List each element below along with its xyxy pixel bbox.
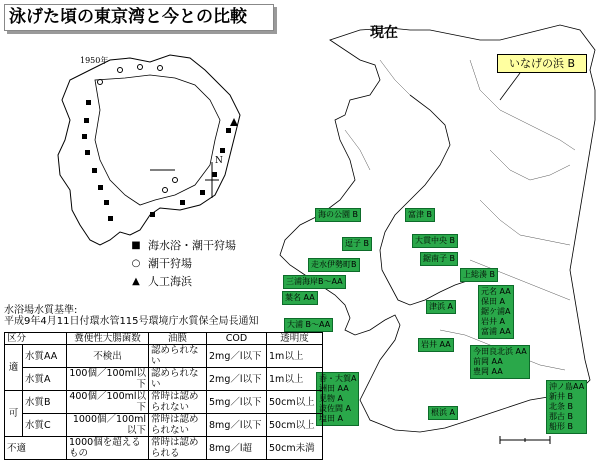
legend-item (128, 272, 236, 290)
header-oil: 油膜 (149, 333, 207, 345)
legend-label: 海水浴・潮干狩場 (148, 239, 236, 252)
table-row (5, 391, 323, 414)
transparency-cell: 1m以上 (267, 368, 323, 391)
beach-label: 上総湊 B (460, 268, 498, 282)
legend-item (128, 236, 236, 254)
beach-label: 岩井 AA (418, 338, 454, 352)
legend-label: 潮干狩場 (148, 257, 192, 270)
filled-triangle-icon: ▲ (132, 275, 140, 287)
transparency-cell: 1m以上 (267, 345, 323, 368)
beach-label: 沖ノ島AA 新井 B 北条 B 那古 B 船形 B (546, 380, 587, 434)
beach-label: 葉名 AA (282, 291, 318, 305)
north-label: N (215, 156, 223, 166)
grade-cell: 水質AA (23, 345, 67, 368)
table-row (5, 437, 323, 460)
header-category: 区分 (5, 333, 67, 345)
grade-cell: 水質B (23, 391, 67, 414)
inage-beach-label: いなげの浜 B (497, 54, 587, 73)
header-coliform: 糞便性大腸菌数 (67, 333, 149, 345)
coliform-cell: 不検出 (67, 345, 149, 368)
beach-label: 海の公園 B (315, 208, 361, 222)
oil-cell: 認められない (149, 368, 207, 391)
header-transparency: 透明度 (267, 333, 323, 345)
transparency-cell: 50cm以上 (267, 391, 323, 414)
cod-cell: 2mg／l以下 (207, 368, 267, 391)
beach-label: 津浜 A (426, 300, 456, 314)
group-cell: 適 (5, 345, 23, 391)
beach-label: 走水伊勢町B (308, 258, 360, 272)
beach-label: 三浦海岸B～AA (283, 275, 346, 289)
cod-cell: 8mg／l以下 (207, 414, 267, 437)
table-row (5, 414, 323, 437)
group-cell: 可 (5, 391, 23, 437)
scale-bar (500, 436, 550, 444)
standard-notice: 平成9年4月11日付環水管115号環境庁水質保全局長通知 (4, 316, 259, 327)
beach-label: 逗子 B (342, 237, 372, 251)
coliform-cell: 400個／100ml以下 (67, 391, 149, 414)
oil-cell: 認められない (149, 345, 207, 368)
legend-label: 人工海浜 (148, 275, 192, 288)
grade-cell: 水質A (23, 368, 67, 391)
beach-label: 根浜 A (428, 406, 458, 420)
label-leader-inage (500, 73, 520, 100)
page-title: 泳げた頃の東京湾と今との比較 (4, 4, 274, 31)
standard-title: 水浴場水質基準: (4, 305, 78, 316)
cod-cell: 8mg／l超 (207, 437, 267, 460)
year-label: 1950年 (80, 56, 109, 65)
table-header-row (5, 333, 323, 345)
group-cell: 不適 (5, 437, 67, 460)
beach-label: 大浦 B～AA (284, 318, 333, 332)
coliform-cell: 1000個／100ml以下 (67, 414, 149, 437)
beach-label: 富津 B (405, 208, 435, 222)
map-legend (128, 236, 236, 290)
transparency-cell: 50cm以上 (267, 414, 323, 437)
beach-label: 大貫中央 B (412, 234, 458, 248)
coliform-cell: 1000個を超えるもの (67, 437, 149, 460)
beach-label: 鋸南子 B (420, 252, 458, 266)
beach-label: 元名 AA 保田 A 鋸ケ浦A 岩井 A 富浦 AA (478, 285, 514, 339)
oil-cell: 常時は認められない (149, 414, 207, 437)
table-row (5, 368, 323, 391)
oil-cell: 常時は認められない (149, 391, 207, 414)
filled-square-icon: ■ (131, 239, 141, 251)
header-cod: COD (207, 333, 267, 345)
water-quality-table (4, 332, 323, 460)
legend-item (128, 254, 236, 272)
grade-cell: 水質C (23, 414, 67, 437)
beach-label: 今田良北浜 AA 前岡 AA 豊岡 AA (470, 345, 530, 379)
coastline-current (280, 25, 595, 432)
coliform-cell: 100個／100ml以下 (67, 368, 149, 391)
transparency-cell: 50cm未満 (267, 437, 323, 460)
open-circle-icon: ○ (131, 257, 141, 269)
cod-cell: 2mg／l以下 (207, 345, 267, 368)
cod-cell: 5mg／l以下 (207, 391, 267, 414)
water-quality-standard (4, 305, 259, 327)
oil-cell: 常時は認められる (149, 437, 207, 460)
beach-label: 香・大賀A 洲田 AA 見物 A 波佐間 A 塩田 A (316, 372, 359, 426)
current-heading: 現在 (370, 25, 398, 41)
table-row (5, 345, 323, 368)
